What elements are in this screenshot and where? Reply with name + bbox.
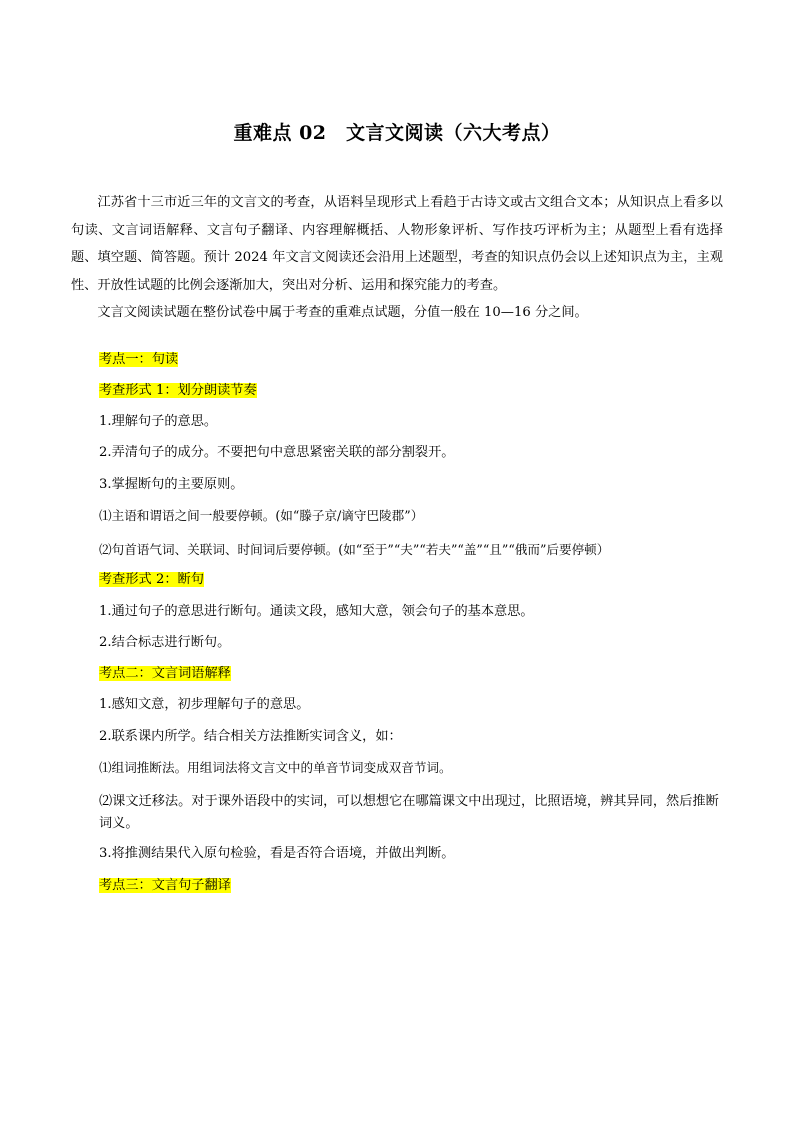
kaodian1-heading-line	[71, 352, 723, 368]
list-item: 1.理解句子的意思。	[99, 414, 218, 430]
kaodian2-heading: 考点二：文言词语解释	[99, 666, 231, 682]
list-item: 1.通过句子的意思进行断句。通读文段，感知大意，领会句子的基本意思。	[99, 603, 534, 619]
list-item: 2.结合标志进行断句。	[99, 634, 231, 650]
document-body	[71, 189, 723, 909]
intro-paragraph-1: 江苏省十三市近三年的文言文的考查，从语料呈现形式上看趋于古诗文或古文组合文本；从知识点上看多以句读、文言词语解释、文言句子翻译、内容理解概括、人物形象评析、写作技巧评析为主；从题型上看有选择题、填空题、简答题。预计 2024 年文言文阅读还会沿用上述题型，考查的知识点仍会以上述知识点为主，主观性、开放性试题的比例会逐渐加大，突出对分析、运用和探究能力的考查。	[71, 195, 723, 293]
list-item: 1.感知文意，初步理解句子的意思。	[99, 697, 310, 713]
intro-paragraph-2: 文言文阅读试题在整份试卷中属于考查的重难点试题，分值一般在 10—16 分之间。	[97, 305, 588, 320]
kaodian1-heading: 考点一：句读	[99, 351, 179, 367]
sub-item: ⑴组词推断法。用组词法将文言文中的单音节词变成双音节词。	[99, 760, 452, 776]
kaodian2-heading-line	[71, 666, 723, 682]
sub-item: ⑴主语和谓语之间一般要停顿。(如“滕子京/谪守巴陵郡”）	[99, 507, 424, 523]
form1-heading: 考查形式 1：划分朗读节奏	[99, 382, 257, 398]
kaodian3-heading-line	[71, 878, 723, 894]
list-item: 3.掌握断句的主要原则。	[99, 476, 244, 492]
list-item: 3.将推测结果代入原句检验，看是否符合语境，并做出判断。	[99, 846, 455, 862]
form1-heading-line	[71, 383, 723, 399]
list-item: 2.联系课内所学。结合相关方法推断实词含义，如：	[99, 728, 402, 744]
intro-section	[71, 189, 723, 327]
form2-heading-line	[71, 572, 723, 588]
sub-item: ⑵课文迁移法。对于课外语段中的实词，可以想想它在哪篇课文中出现过，比照语境，辨其异同，然后推断词义。	[99, 794, 719, 832]
sub-item: ⑵句首语气词、关联词、时间词后要停顿。(如“至于”“夫”“若夫”“盖”“且”“俄而”后要停顿）	[99, 542, 610, 558]
page-title: 重难点 02 文言文阅读（六大考点）	[233, 122, 561, 144]
list-item: 2.弄清句子的成分。不要把句中意思紧密关联的部分割裂开。	[99, 445, 455, 461]
kaodian3-heading: 考点三：文言句子翻译	[99, 877, 231, 893]
form2-heading: 考查形式 2：断句	[99, 572, 204, 588]
